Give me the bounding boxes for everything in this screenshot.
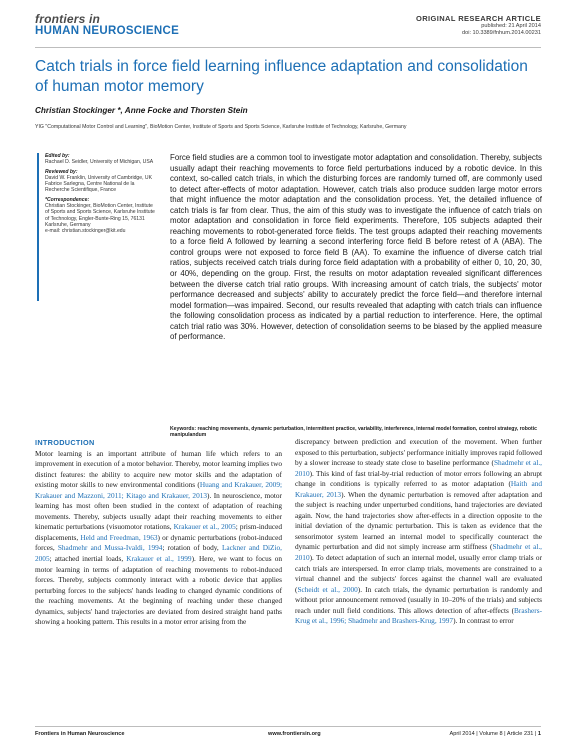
citation-link[interactable]: Krakauer et al., 2005 bbox=[173, 522, 236, 532]
article-title: Catch trials in force field learning influence adaptation and consolidation of human motor memory bbox=[35, 58, 528, 95]
body-column-left bbox=[35, 438, 282, 628]
text-run: ) or dynamic perturbations (robot-induced forces, bbox=[35, 532, 282, 553]
editor: Rachael D. Seidler, University of Michigan, USA bbox=[45, 159, 154, 166]
citation-link[interactable]: Scheidt et al., 2000 bbox=[297, 584, 358, 594]
keywords-label: Keywords: bbox=[170, 426, 197, 432]
citation-link[interactable]: Huang and Krakauer, 2009; Krakauer and Mazzoni, 2011; Kitago and Krakauer, 2013 bbox=[35, 480, 282, 500]
text-run: Motor learning is an important attribute of human life which refers to an improvement in execution of a motor behavior. Thereby, motor learning implies two distinct features: the ability to acquire new motor skills and the adaptation of existing motor skills to new environmental conditions ( bbox=[35, 448, 282, 490]
text-run: ). In contrast to error bbox=[453, 616, 514, 626]
citation-link[interactable]: Shadmehr et al., 2010 bbox=[295, 542, 542, 563]
journal-logo bbox=[35, 13, 179, 38]
text-run: ). When the dynamic perturbation is removed after adaptation and the subject is reaching under unperturbed conditions, hand trajectories are deviated again. Now, the hand trajectories show after-effects in a direction opposite to the initial deviation of the dynamic perturbation. This is taken as evidence that the sensorimotor system learned an internal model to specifically counteract the dynamic perturbation and did not simply increase arm stiffness ( bbox=[295, 489, 543, 552]
citation-link[interactable]: Lackner and DiZio, 2005 bbox=[35, 543, 282, 564]
citation-link[interactable]: Held and Freedman, 1963 bbox=[80, 532, 158, 542]
text-run: ). In neuroscience, motor learning has most often been studied in the context of adaptation of reaching movements. Thereby, subjects usually adapt their reaching movements to either kinematic perturbations (visuomotor rotations, bbox=[35, 490, 282, 532]
reviewed-by-heading: Reviewed by: bbox=[45, 168, 78, 175]
reviewer: Fabrice Sarlegna, Centre National de la Recherche Scientifique, France bbox=[45, 181, 135, 194]
keywords-list: reaching movements, dynamic perturbation, intermittent practice, variability, interference, internal model formation, control strategy, robotic manipulandum bbox=[170, 426, 537, 439]
affiliation: YIG "Computational Motor Control and Learning", BioMotion Center, Institute of Sports and Sports Science, Karlsruhe Institute of Technology, Karlsruhe, Germany bbox=[35, 124, 407, 130]
citation-link[interactable]: Krakauer et al., 1999 bbox=[126, 554, 192, 564]
text-run: ). This kind of fast trial-by-trial reduction of motor errors following an abrupt change in conditions is typically referred to as motor adaptation ( bbox=[295, 468, 542, 489]
footer-divider bbox=[35, 726, 541, 727]
text-run: ; attached inertial loads, bbox=[49, 554, 127, 564]
edited-by-heading: Edited by: bbox=[45, 153, 70, 159]
abstract: Force field studies are a common tool to investigate motor adaptation and consolidation. Thereby, subjects usually adapt their reaching movements to force field perturbations induced by a robotic device. In this context, so-called catch trials, in which the disturbing forces are randomly turned off, are commonly used to detect after-effects of motor adaptation. However, catch trials also produce sudden large motor errors that might influence the motor adaptation and the consolidation process. Yet, the detailed influence of catch trials is far from clear. Thus, the aim of this study was to investigate the influence of catch trials on motor adaptation and consolidation in force field experiments. Therefore, 105 subjects adapted their reaching movements to robot-generated force fields. The test groups adapted their reaching movements to a force field A followed by learning a second interfering force field B before retest of A (ABA). The control groups were not exposed to force field B (AA). To examine the influence of diverse catch trial ratios, subjects received catch trials during force field adaptation with a probability of either 0, 10, 20, 30, or 40%, depending on the group. First, the results on motor adaptation revealed significant differences between the diverse catch trial ratio groups. With increasing amount of catch trials, the subjects' motor performance decreased and subjects' ability to accurately predict the force field—and therefore internal model formation—was impaired. Second, our results revealed that adapting with catch trials can influence the following consolidation process as indicated by a partial reduction to interference. Here, the optimal catch trial ratio was 30%. However, detection of consolidation seems to be biased by the applied measure of performance. bbox=[170, 153, 542, 342]
paragraph bbox=[295, 437, 542, 627]
footer-issue-info bbox=[450, 731, 541, 737]
reviewer: David W. Franklin, University of Cambridge, UK bbox=[45, 174, 153, 181]
citation-link[interactable]: Shadmehr et al., 2010 bbox=[295, 458, 542, 478]
paragraph bbox=[35, 449, 282, 628]
text-run: ). In catch trials, the dynamic perturbation is randomly and without prior announcement removed (usually in 10–20% of the trials) and subjects reach under null field conditions. This allows detection of after-effects ( bbox=[295, 584, 542, 615]
header-divider bbox=[35, 47, 541, 48]
correspondence-address: Christian Stockinger, BioMotion Center, Institute of Sports and Sports Science, Karlsruhe Institute of Technology, Engler-Bunte-Ring 15, 76131 Karlsruhe, Germany bbox=[45, 203, 155, 228]
footer-url[interactable]: www.frontiersin.org bbox=[268, 731, 321, 737]
body-column-right bbox=[295, 437, 542, 627]
doi: doi: 10.3389/fnhum.2014.00231 bbox=[461, 29, 541, 36]
citation-link[interactable]: Haith and Krakauer, 2013 bbox=[295, 479, 542, 499]
footer-volume-info: April 2014 | Volume 8 | Article 231 | bbox=[449, 731, 537, 737]
sidebar-accent-bar bbox=[37, 153, 39, 301]
citation-link[interactable]: Brashers-Krug et al., 1996; Shadmehr and Brashers-Krug, 1997 bbox=[295, 605, 542, 626]
page-number: 1 bbox=[537, 731, 541, 737]
text-run: ; prism-induced displacements, bbox=[35, 522, 282, 542]
author-list: Christian Stockinger *, Anne Focke and Thorsten Stein bbox=[35, 106, 248, 115]
editorial-sidebar bbox=[45, 153, 157, 238]
correspondence-email[interactable]: e-mail: christian.stockinger@kit.edu bbox=[45, 228, 126, 235]
text-run: ; rotation of body, bbox=[162, 543, 222, 553]
journal-logo-line2: HUMAN NEUROSCIENCE bbox=[35, 25, 180, 37]
article-type: ORIGINAL RESEARCH ARTICLE bbox=[415, 14, 541, 23]
publish-date: published: 21 April 2014 bbox=[481, 23, 541, 29]
footer-journal-name: Frontiers in Human Neuroscience bbox=[35, 731, 125, 737]
journal-logo-line1: frontiers in bbox=[35, 12, 101, 26]
text-run: discrepancy between prediction and execution of the movement. When further exposed to this perturbation, subjects' performance initially improves rapid followed by a slower increase to steady state close to baseline performance ( bbox=[295, 437, 542, 468]
text-run: ). To detect adaptation of such an internal model, usually error clamp trials or catch trials are interspersed. In error clamp trials, movements are constrained to a virtual channel and the subjects' forces against the channel wall are evaluated ( bbox=[295, 553, 542, 594]
article-meta bbox=[416, 14, 541, 36]
correspondence-heading: *Correspondence: bbox=[45, 196, 90, 203]
citation-link[interactable]: Shadmehr and Mussa-Ivaldi, 1994 bbox=[57, 543, 163, 553]
section-heading-introduction: INTRODUCTION bbox=[35, 438, 95, 447]
text-run: ). Here, we want to focus on motor learning in terms of adaptation of reaching movements to robot-induced forces. Thereby, subjects commonly interact with a robotic device that applies perturbing forces to the subjects' hands leading to changed dynamic conditions of the reaching movements. At the beginning of reaching under these changed dynamics, subjects' hand trajectories are deviated from desired straight hand paths showing a hooking pattern. This results in a motor error arising from the bbox=[35, 554, 283, 627]
